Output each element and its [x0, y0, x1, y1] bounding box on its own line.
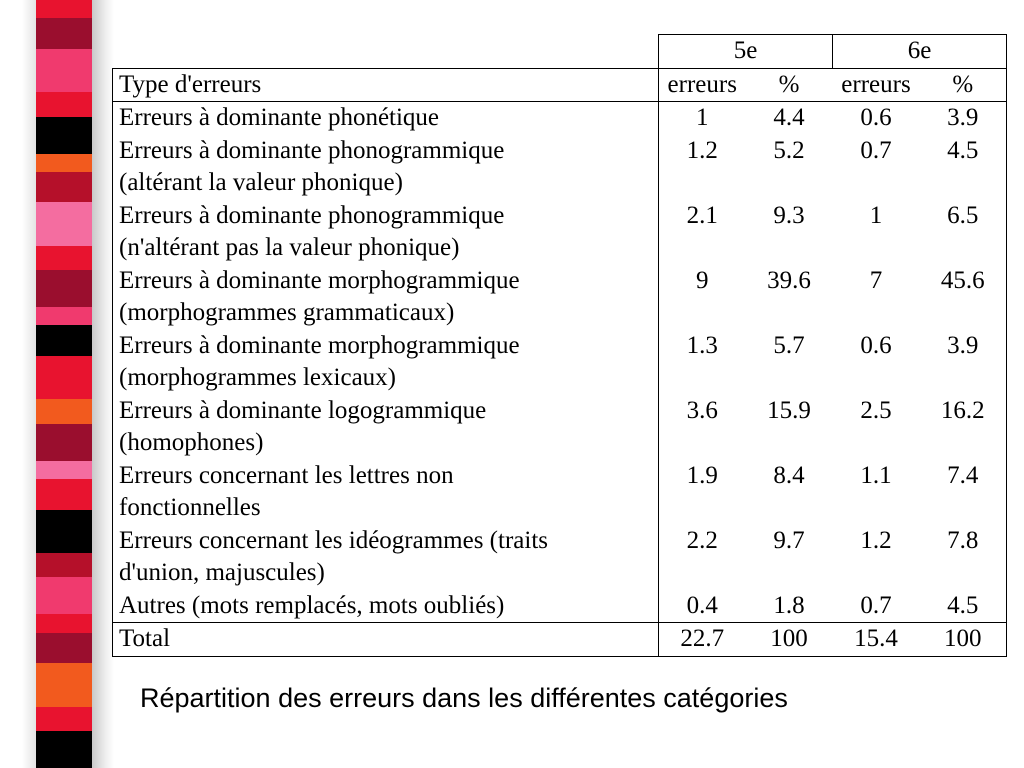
row-type-line2: fonctionnelles [119, 494, 261, 521]
row-pct-5e: 4.4 [773, 104, 805, 131]
row-type-label [113, 460, 659, 525]
header-erreurs-6e: erreurs [833, 68, 920, 102]
row-type-line1: Autres (mots remplacés, mots oubliés) [119, 591, 505, 619]
row-pct-6e: 4.5 [920, 590, 1007, 623]
row-pct-6e: 45.6 [920, 265, 1007, 330]
group-6e-header: 6e [833, 35, 1007, 69]
stripe-band-segment [36, 553, 92, 577]
total-pct-6e: 100 [920, 623, 1007, 657]
row-erreurs-6e: 2.5 [860, 396, 892, 424]
errors-table [112, 34, 1007, 657]
row-pct-6e: 6.5 [920, 200, 1007, 265]
row-type-line1: Erreurs à dominante morphogrammique [119, 331, 520, 359]
row-pct-5e: 9.3 [773, 201, 805, 229]
row-erreurs-6e: 1.1 [860, 461, 892, 489]
row-type-line1: Erreurs à dominante phonétique [119, 104, 440, 131]
total-erreurs-6e: 15.4 [833, 623, 920, 657]
row-pct-5e: 15.9 [767, 396, 811, 424]
column-header-row [113, 68, 1007, 102]
row-erreurs-6e: 0.6 [860, 331, 892, 359]
table-row [113, 102, 1007, 135]
stripe-band-segment [36, 731, 92, 768]
row-erreurs-6e: 0.7 [860, 136, 892, 164]
row-type-label [113, 135, 659, 200]
row-pct-5e: 9.7 [773, 526, 805, 554]
stripe-band-segment [36, 461, 92, 479]
row-type-line1: Erreurs à dominante logogrammique [119, 396, 487, 424]
header-pct-6e: % [920, 68, 1007, 102]
row-erreurs-5e: 1.3 [659, 330, 746, 395]
table-row [113, 590, 1007, 623]
stripe-band-segment [36, 399, 92, 423]
stripe-band-segment [36, 0, 92, 18]
stripe-band-segment [36, 154, 92, 172]
row-erreurs-5e: 1 [659, 102, 746, 135]
row-type-line1: Erreurs à dominante phonogrammique [119, 201, 505, 229]
row-type-label [113, 330, 659, 395]
row-type-line2: (altérant la valeur phonique) [119, 169, 403, 196]
row-type-label [113, 525, 659, 590]
stripe-band-segment [36, 172, 92, 203]
table-row [113, 135, 1007, 200]
row-erreurs-5e: 2.1 [659, 200, 746, 265]
row-type-label [113, 395, 659, 460]
header-pct-5e: % [746, 68, 833, 102]
stripe-band-segment [36, 663, 92, 706]
group-header-row [113, 35, 1007, 69]
stripe-band-segment [36, 577, 92, 614]
row-pct-6e: 4.5 [920, 135, 1007, 200]
header-type: Type d'erreurs [113, 68, 659, 102]
table-row [113, 395, 1007, 460]
stripe-band-segment [36, 633, 92, 664]
row-type-line2: (morphogrammes lexicaux) [119, 364, 396, 391]
table-row [113, 525, 1007, 590]
stripe-band-segment [36, 325, 92, 356]
row-erreurs-6e: 1 [869, 201, 883, 229]
row-pct-6e: 7.8 [920, 525, 1007, 590]
row-erreurs-5e: 3.6 [659, 395, 746, 460]
row-erreurs-5e: 2.2 [659, 525, 746, 590]
group-header-spacer [113, 35, 659, 69]
row-pct-6e: 3.9 [920, 102, 1007, 135]
row-type-line1: Erreurs à dominante phonogrammique [119, 136, 505, 164]
stripe-band-segment [36, 49, 92, 92]
header-erreurs-5e: erreurs [659, 68, 746, 102]
stripe-band-segment [36, 307, 92, 325]
row-type-line1: Erreurs concernant les lettres non [119, 461, 454, 489]
row-type-line2: d'union, majuscules) [119, 559, 325, 586]
table-row [113, 200, 1007, 265]
errors-table-container [112, 34, 1007, 657]
total-pct-5e: 100 [746, 623, 833, 657]
decorative-stripe-band [36, 0, 92, 768]
stripe-band-segment [36, 18, 92, 49]
row-erreurs-6e: 0.6 [860, 104, 892, 131]
stripe-band-segment [36, 246, 92, 270]
decor-stripe-shadow [92, 0, 114, 768]
row-type-line1: Erreurs concernant les idéogrammes (traits [119, 526, 548, 554]
row-pct-6e: 3.9 [920, 330, 1007, 395]
stripe-band-segment [36, 202, 92, 245]
stripe-band-segment [36, 479, 92, 510]
row-type-label [113, 590, 659, 623]
stripe-band-segment [36, 424, 92, 461]
stripe-band-segment [36, 92, 92, 116]
row-pct-5e: 5.2 [773, 136, 805, 164]
row-pct-5e: 1.8 [773, 591, 805, 619]
total-row [113, 623, 1007, 657]
row-type-line2: (homophones) [119, 429, 264, 456]
table-row [113, 265, 1007, 330]
table-row [113, 460, 1007, 525]
total-erreurs-5e: 22.7 [659, 623, 746, 657]
stripe-band-segment [36, 117, 92, 154]
row-erreurs-6e: 0.7 [860, 591, 892, 619]
row-pct-6e: 16.2 [920, 395, 1007, 460]
row-pct-5e: 8.4 [773, 461, 805, 489]
row-type-label [113, 265, 659, 330]
row-type-line1: Erreurs à dominante morphogrammique [119, 266, 520, 294]
row-pct-5e: 5.7 [773, 331, 805, 359]
row-pct-6e: 7.4 [920, 460, 1007, 525]
row-erreurs-6e: 7 [869, 266, 883, 294]
row-erreurs-5e: 0.4 [659, 590, 746, 623]
decor-stripe-edge [22, 0, 36, 768]
total-label: Total [113, 623, 659, 657]
row-erreurs-5e: 1.9 [659, 460, 746, 525]
row-type-label [113, 102, 659, 135]
row-type-line2: (morphogrammes grammaticaux) [119, 299, 455, 326]
stripe-band-segment [36, 614, 92, 632]
stripe-band-segment [36, 707, 92, 731]
stripe-band-segment [36, 270, 92, 307]
table-caption: Répartition des erreurs dans les différentes catégories [140, 683, 788, 713]
row-erreurs-5e: 9 [659, 265, 746, 330]
table-row [113, 330, 1007, 395]
stripe-band-segment [36, 510, 92, 553]
group-5e-header: 5e [659, 35, 833, 69]
row-pct-5e: 39.6 [767, 266, 811, 294]
row-erreurs-5e: 1.2 [659, 135, 746, 200]
row-type-label [113, 200, 659, 265]
row-erreurs-6e: 1.2 [860, 526, 892, 554]
stripe-band-segment [36, 356, 92, 399]
row-type-line2: (n'altérant pas la valeur phonique) [119, 234, 460, 261]
